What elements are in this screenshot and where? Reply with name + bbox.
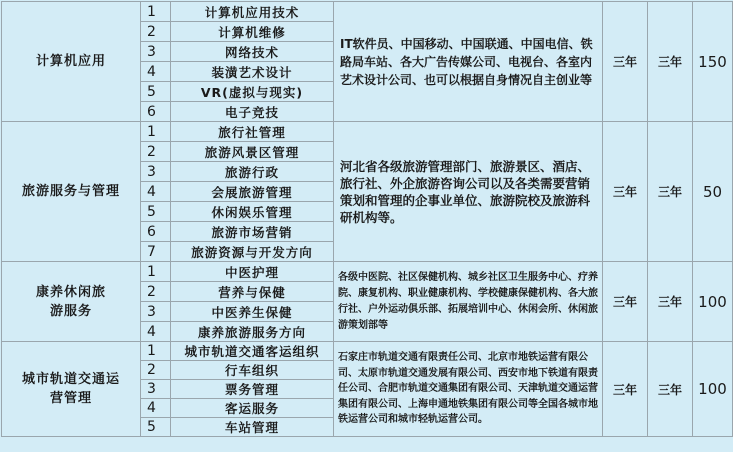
major-name: 车站管理	[171, 418, 334, 437]
major-name: 康养旅游服务方向	[171, 322, 334, 342]
major-name: 计算机应用技术	[171, 2, 334, 22]
major-number: 3	[141, 162, 171, 182]
major-name: 城市轨道交通客运组织	[171, 342, 334, 361]
major-number: 2	[141, 22, 171, 42]
department-cell: 计算机应用	[2, 2, 141, 122]
major-number: 4	[141, 399, 171, 418]
major-number: 7	[141, 242, 171, 262]
table-row	[2, 262, 733, 282]
major-name: 中医护理	[171, 262, 334, 282]
major-number: 4	[141, 182, 171, 202]
major-name: 营养与保健	[171, 282, 334, 302]
duration-cell: 三年	[603, 342, 648, 437]
enrollment-count: 150	[693, 2, 733, 122]
duration-cell: 三年	[603, 122, 648, 262]
major-name: 旅游市场营销	[171, 222, 334, 242]
major-number: 3	[141, 380, 171, 399]
employment-cell: 石家庄市轨道交通有限责任公司、北京市地铁运营有限公司、太原市轨道交通发展有限公司、西安市地下铁道有限责任公司、合肥市轨道交通集团有限公司、天津轨道交通运营集团有限公司、上海申通地铁集团有限公司等全国各城市地铁运营公司和城市轻轨运营公司。	[334, 342, 603, 437]
duration-cell: 三年	[603, 2, 648, 122]
employment-cell: 各级中医院、社区保健机构、城乡社区卫生服务中心、疗养院、康复机构、职业健康机构、学校健康保健机构、各大旅行社、户外运动俱乐部、拓展培训中心、休闲会所、休闲旅游策划部等	[334, 262, 603, 342]
major-number: 6	[141, 222, 171, 242]
major-name: 装潢艺术设计	[171, 62, 334, 82]
department-cell: 旅游服务与管理	[2, 122, 141, 262]
major-name: 网络技术	[171, 42, 334, 62]
major-number: 1	[141, 122, 171, 142]
programs-table	[1, 1, 733, 437]
major-number: 5	[141, 418, 171, 437]
major-number: 1	[141, 262, 171, 282]
major-number: 2	[141, 361, 171, 380]
enrollment-count: 100	[693, 342, 733, 437]
major-number: 3	[141, 42, 171, 62]
major-number: 6	[141, 102, 171, 122]
major-number: 3	[141, 302, 171, 322]
major-number: 4	[141, 62, 171, 82]
duration-cell: 三年	[603, 262, 648, 342]
duration-cell: 三年	[648, 342, 693, 437]
duration-cell: 三年	[648, 2, 693, 122]
major-name: 休闲娱乐管理	[171, 202, 334, 222]
major-name: 旅游资源与开发方向	[171, 242, 334, 262]
department-cell: 城市轨道交通运营管理	[2, 342, 141, 437]
table-row	[2, 122, 733, 142]
major-name: VR(虚拟与现实)	[171, 82, 334, 102]
major-name: 行车组织	[171, 361, 334, 380]
major-name: 会展旅游管理	[171, 182, 334, 202]
major-number: 1	[141, 2, 171, 22]
major-name: 旅游行政	[171, 162, 334, 182]
major-name: 客运服务	[171, 399, 334, 418]
major-number: 2	[141, 142, 171, 162]
major-number: 5	[141, 202, 171, 222]
major-name: 旅行社管理	[171, 122, 334, 142]
enrollment-count: 50	[693, 122, 733, 262]
major-name: 旅游风景区管理	[171, 142, 334, 162]
duration-cell: 三年	[648, 122, 693, 262]
duration-cell: 三年	[648, 262, 693, 342]
major-number: 2	[141, 282, 171, 302]
major-name: 中医养生保健	[171, 302, 334, 322]
employment-cell: 河北省各级旅游管理部门、旅游景区、酒店、旅行社、外企旅游咨询公司以及各类需要营销策划和管理的企事业单位、旅游院校及旅游科研机构等。	[334, 122, 603, 262]
major-number: 4	[141, 322, 171, 342]
table-row	[2, 342, 733, 361]
enrollment-count: 100	[693, 262, 733, 342]
major-number: 5	[141, 82, 171, 102]
major-name: 电子竞技	[171, 102, 334, 122]
employment-cell: IT软件员、中国移动、中国联通、中国电信、铁路局车站、各大广告传媒公司、电视台、各室内艺术设计公司、也可以根据自身情况自主创业等	[334, 2, 603, 122]
major-number: 1	[141, 342, 171, 361]
department-cell: 康养休闲旅游服务	[2, 262, 141, 342]
major-name: 计算机维修	[171, 22, 334, 42]
table-row	[2, 2, 733, 22]
major-name: 票务管理	[171, 380, 334, 399]
